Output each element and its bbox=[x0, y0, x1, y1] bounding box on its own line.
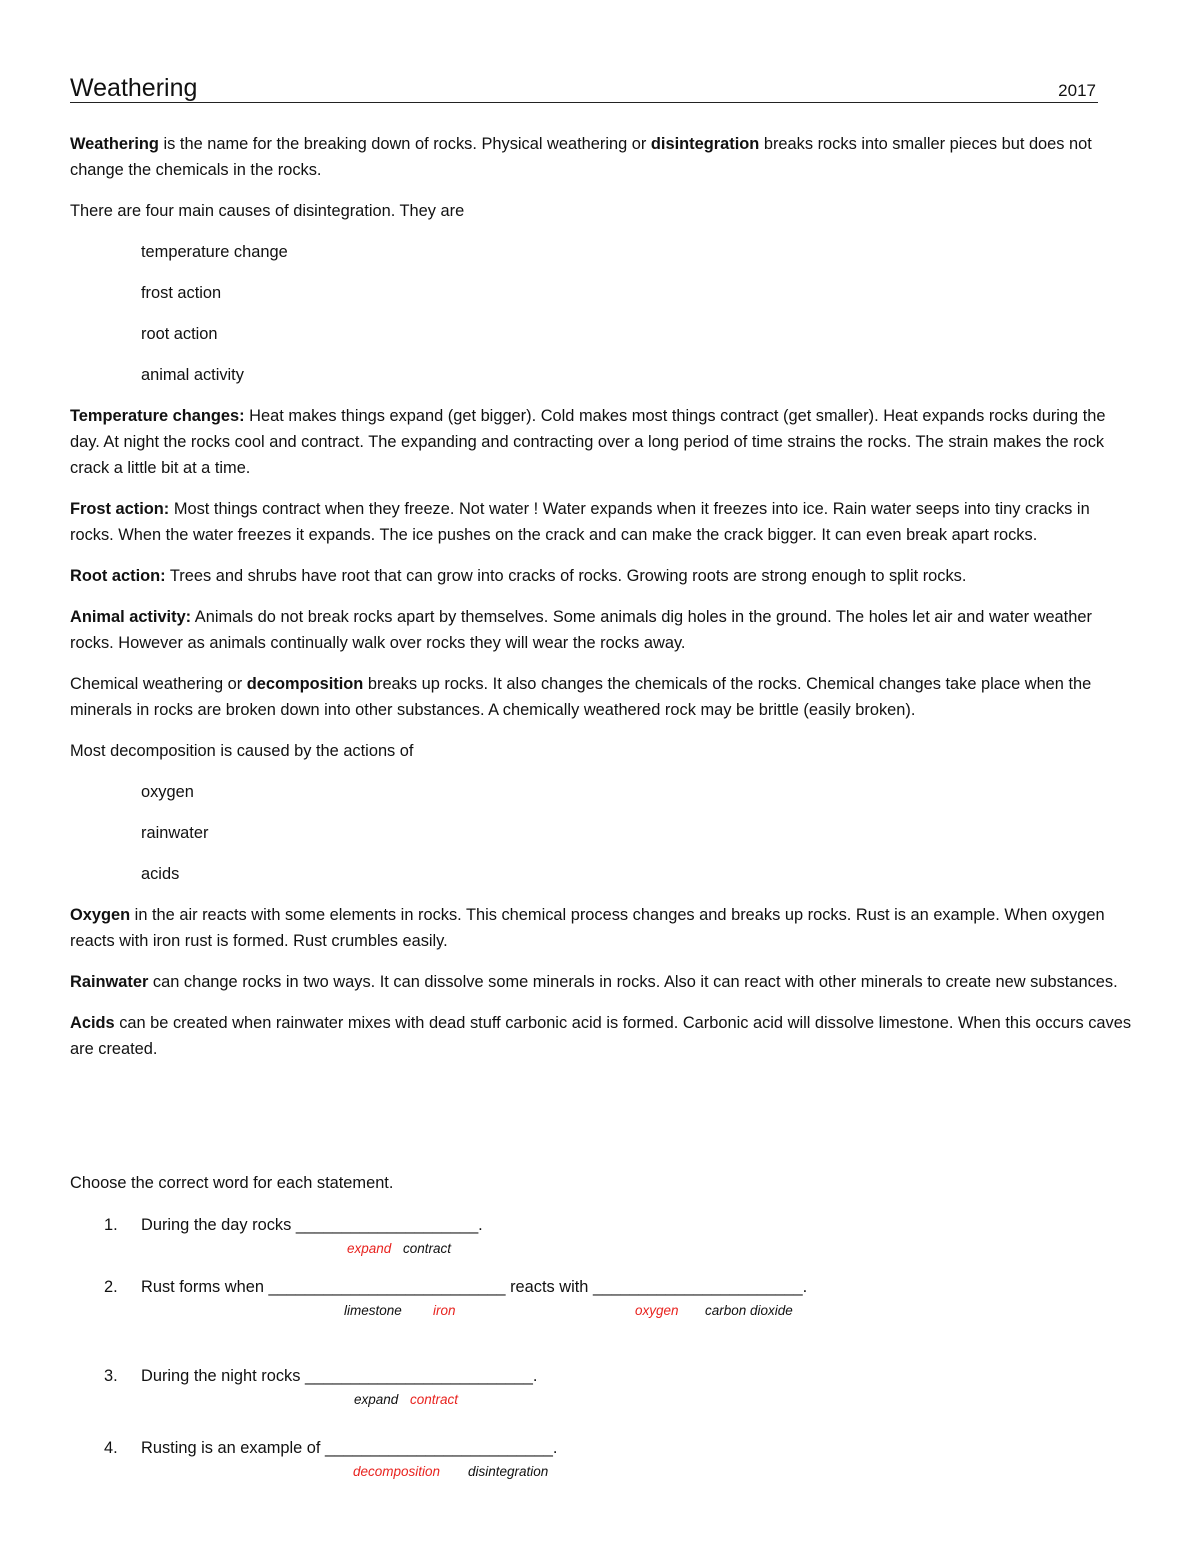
rainwater-paragraph bbox=[70, 969, 1132, 995]
acids-text: can be created when rainwater mixes with dead stuff carbonic acid is formed. Carbonic acid will dissolve limestone. When this occurs caves are created. bbox=[70, 1014, 1132, 1058]
question-number: 2. bbox=[104, 1278, 118, 1296]
term-frost: Frost action: bbox=[70, 500, 170, 518]
term-root: Root action: bbox=[70, 567, 166, 585]
term-rainwater: Rainwater bbox=[70, 973, 149, 991]
intro-paragraph bbox=[70, 131, 1132, 183]
animal-text: Animals do not break rocks apart by themselves. Some animals dig holes in the ground. The holes let air and water weather rocks. However as animals continually walk over rocks they will wear the rocks away. bbox=[70, 608, 1092, 652]
temperature-text: Heat makes things expand (get bigger). Cold makes most things contract (get smaller). Heat expands rocks during the day. At night the rocks cool and contract. The expanding and contracting over a long period of time strains the rocks. The strain makes the rock crack a little bit at a time. bbox=[70, 407, 1106, 477]
option-limestone[interactable]: limestone bbox=[344, 1303, 402, 1318]
option-expand[interactable]: expand bbox=[347, 1241, 392, 1256]
term-disintegration: disintegration bbox=[650, 135, 760, 153]
rainwater-text: can change rocks in two ways. It can dissolve some minerals in rocks. Also it can react with other minerals to create new substances. bbox=[148, 973, 1118, 991]
question-number: 1. bbox=[104, 1216, 118, 1234]
root-text: Trees and shrubs have root that can grow into cracks of rocks. Growing roots are strong enough to split rocks. bbox=[165, 567, 967, 585]
option-contract[interactable]: contract bbox=[410, 1392, 459, 1407]
intro-text-1: is the name for the breaking down of rocks. Physical weathering or bbox=[158, 135, 651, 153]
question-text: During the day rocks ____________________. bbox=[141, 1216, 483, 1234]
term-decomposition: decomposition bbox=[246, 675, 364, 693]
decomposition-item: acids bbox=[141, 865, 180, 883]
chemical-text-1: Chemical weathering or bbox=[70, 675, 247, 693]
option-iron[interactable]: iron bbox=[433, 1303, 456, 1318]
four-causes-line: There are four main causes of disintegration. They are bbox=[70, 202, 465, 220]
most-decomposition-line: Most decomposition is caused by the actions of bbox=[70, 742, 414, 760]
chemical-text-2: breaks up rocks. It also changes the chemicals of the rocks. Chemical changes take place when the minerals in rocks are broken down into other substances. A chemically weathered rock may be brittle (easily broken). bbox=[70, 675, 1092, 719]
decomposition-item: oxygen bbox=[141, 783, 194, 801]
root-paragraph bbox=[70, 563, 1132, 589]
chemical-paragraph bbox=[70, 671, 1132, 723]
question-text: Rusting is an example of _________________________. bbox=[141, 1439, 558, 1457]
acids-paragraph bbox=[70, 1010, 1132, 1062]
cause-item: root action bbox=[141, 325, 218, 343]
question-text: Rust forms when __________________________ reacts with _______________________. bbox=[141, 1278, 808, 1296]
oxygen-paragraph bbox=[70, 902, 1132, 954]
term-animal: Animal activity: bbox=[70, 608, 192, 626]
decomposition-item: rainwater bbox=[141, 824, 209, 842]
animal-paragraph bbox=[70, 604, 1132, 656]
question-number: 3. bbox=[104, 1367, 118, 1385]
option-disintegration[interactable]: disintegration bbox=[468, 1464, 549, 1479]
option-expand[interactable]: expand bbox=[354, 1392, 399, 1407]
header-year: 2017 bbox=[1058, 81, 1096, 100]
page-title: Weathering bbox=[70, 74, 198, 102]
term-temperature: Temperature changes: bbox=[70, 407, 245, 425]
option-contract[interactable]: contract bbox=[403, 1241, 452, 1256]
term-weathering: Weathering bbox=[70, 135, 159, 153]
oxygen-text: in the air reacts with some elements in rocks. This chemical process changes and breaks up rocks. Rust is an example. When oxygen reacts with iron rust is formed. Rust crumbles easily. bbox=[70, 906, 1105, 950]
option-decomposition[interactable]: decomposition bbox=[353, 1464, 441, 1479]
frost-text: Most things contract when they freeze. Not water ! Water expands when it freezes into ice. Rain water seeps into tiny cracks in rocks. When the water freezes it expands. The ice pushes on the crack and can make the crack bigger. It can even break apart rocks. bbox=[70, 500, 1090, 544]
question-number: 4. bbox=[104, 1439, 118, 1457]
temperature-paragraph bbox=[70, 403, 1132, 481]
cause-item: temperature change bbox=[141, 243, 288, 261]
cause-item: animal activity bbox=[141, 366, 244, 384]
term-oxygen: Oxygen bbox=[70, 906, 131, 924]
option-oxygen[interactable]: oxygen bbox=[635, 1303, 679, 1318]
cause-item: frost action bbox=[141, 284, 222, 302]
frost-paragraph bbox=[70, 496, 1132, 548]
intro-text-2: breaks rocks into smaller pieces but does not change the chemicals in the rocks. bbox=[70, 135, 1092, 179]
reading-content bbox=[70, 131, 1132, 1077]
questions-instruction: Choose the correct word for each statement. bbox=[70, 1174, 394, 1192]
header bbox=[70, 74, 1098, 103]
option-carbon-dioxide[interactable]: carbon dioxide bbox=[705, 1303, 793, 1318]
questions-section bbox=[70, 1170, 1130, 1479]
term-acids: Acids bbox=[70, 1014, 115, 1032]
question-text: During the night rocks _________________________. bbox=[141, 1367, 538, 1385]
